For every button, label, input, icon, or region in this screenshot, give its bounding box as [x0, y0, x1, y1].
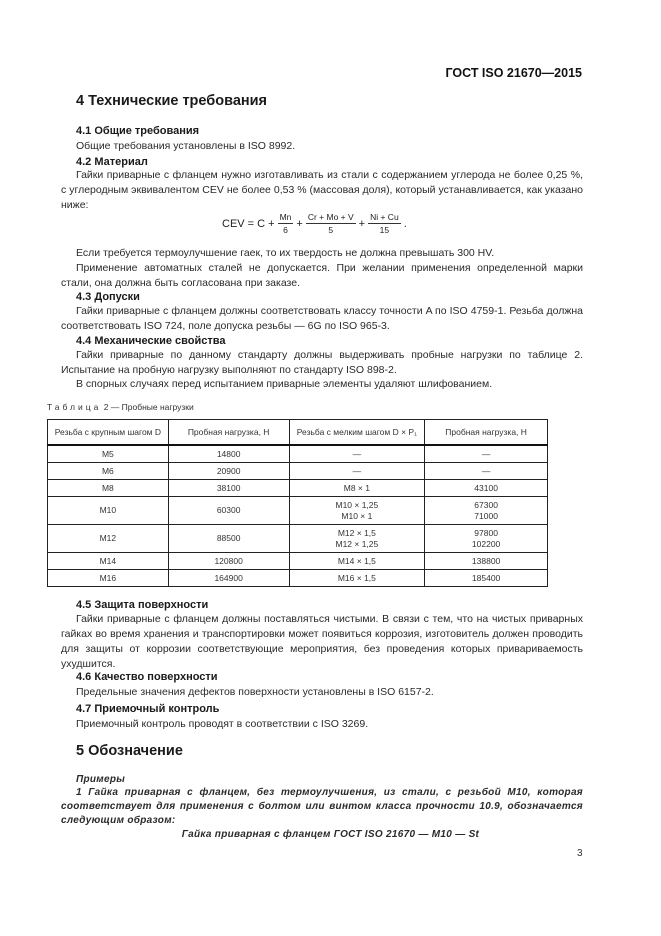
table-row: M10 60300 M10 × 1,25 M10 × 1 67300 71000: [48, 497, 548, 525]
section-4-7-title: 4.7 Приемочный контроль: [76, 703, 220, 715]
table-row: M6 20900 — —: [48, 463, 548, 480]
section-4-2-para-3: Применение автоматных сталей не допускается. При желании применения определенной марки стали, она должна быть согласована при заказе.: [61, 262, 583, 289]
section-4-4-para-2: В спорных случаях перед испытанием приварные элементы удаляют шлифованием.: [76, 378, 493, 390]
section-4-1-title: 4.1 Общие требования: [76, 125, 200, 137]
cev-formula: CEV = C + $\frac{Mn}{6}$ + $\frac{Cr + Mo + V}{5}$ + $\frac{Ni + Cu}{15}$ .: [222, 212, 407, 235]
table-row: M14 120800 M14 × 1,5 138800: [48, 553, 548, 570]
section-4-3-title: 4.3 Допуски: [76, 291, 140, 303]
section-4-7-text: Приемочный контроль проводят в соответствии с ISO 3269.: [76, 718, 369, 730]
formula-fraction-nicu: $\frac{Ni + Cu}{15}$: [370, 212, 399, 235]
section-5-title: 5 Обозначение: [76, 743, 183, 759]
section-4-title: 4 Технические требования: [76, 93, 268, 109]
formula-fraction-mn: $\frac{Mn}{6}$: [279, 212, 292, 235]
header-coarse-thread: Резьба с крупным шагом D: [48, 420, 169, 446]
section-4-4-title: 4.4 Механические свойства: [76, 335, 226, 347]
table-header-row: [48, 420, 548, 446]
section-4-5-text: Гайки приварные с фланцем должны поставляться чистыми. В связи с тем, что на чистых приварных гайках во время хранения и транспортировки может появиться коррозия, изготовитель должен проводить для защиты от коррозии соответствующие мероприятия, без проведения которых привариваемость ухудшится.: [61, 613, 583, 670]
section-4-2-title: 4.2 Материал: [76, 156, 148, 168]
table-row: M5 14800 — —: [48, 445, 548, 463]
section-4-2-para-1: Гайки приварные с фланцем нужно изготавливать из стали с содержанием углерода не более 0,25 %, с углеродным эквивалентом CEV не более 0,53 % (массовая доля), который устанавливается, как указано ниже:: [61, 169, 583, 211]
table-row: M12 88500 M12 × 1,5 M12 × 1,25 97800 102200: [48, 525, 548, 553]
section-4-5-title: 4.5 Защита поверхности: [76, 599, 209, 611]
formula-fraction-crmov: $\frac{Cr + Mo + V}{5}$: [307, 212, 354, 235]
section-4-6-text: Предельные значения дефектов поверхности установлены в ISO 6157-2.: [76, 686, 434, 698]
section-4-1-text: Общие требования установлены в ISO 8992.: [76, 140, 296, 152]
section-4-6-title: 4.6 Качество поверхности: [76, 671, 218, 683]
table-row: M8 38100 M8 × 1 43100: [48, 480, 548, 497]
example-1-text: 1 Гайка приварная с фланцем, без термоулучшения, из стали, с резьбой M10, которая соответствует для применения с болтом или винтом класса прочности 10.9, обозначается следующим образом:: [61, 787, 583, 826]
header-proof-load-2: Пробная нагрузка, H: [425, 420, 548, 446]
table-2-caption: Таблица 2 — Пробные нагрузки: [47, 402, 194, 412]
table-2-proof-loads: [47, 419, 548, 587]
header-fine-thread: Резьба с мелким шагом D × P₁: [289, 420, 425, 446]
section-4-2-para-2: Если требуется термоулучшение гаек, то их твердость не должна превышать 300 HV.: [76, 247, 495, 259]
header-proof-load-1: Пробная нагрузка, H: [168, 420, 289, 446]
table-row: M16 164900 M16 × 1,5 185400: [48, 570, 548, 587]
page-number: 3: [577, 848, 583, 859]
formula-lhs: CEV = C +: [222, 217, 275, 230]
examples-label: Примеры: [76, 774, 126, 785]
section-4-4-para-1: Гайки приварные по данному стандарту должны выдерживать пробные нагрузки по таблице 2. Испытание на пробную нагрузку выполняют по стандарту ISO 898-2.: [61, 349, 583, 376]
document-id: ГОСТ ISO 21670—2015: [445, 66, 582, 80]
designation-example: Гайка приварная с фланцем ГОСТ ISO 21670 — M10 — St: [181, 829, 480, 840]
section-4-3-text: Гайки приварные с фланцем должны соответствовать классу точности A по ISO 4759-1. Резьба должна соответствовать ISO 724, поле допуска резьбы — 6G по ISO 965-3.: [61, 305, 583, 332]
